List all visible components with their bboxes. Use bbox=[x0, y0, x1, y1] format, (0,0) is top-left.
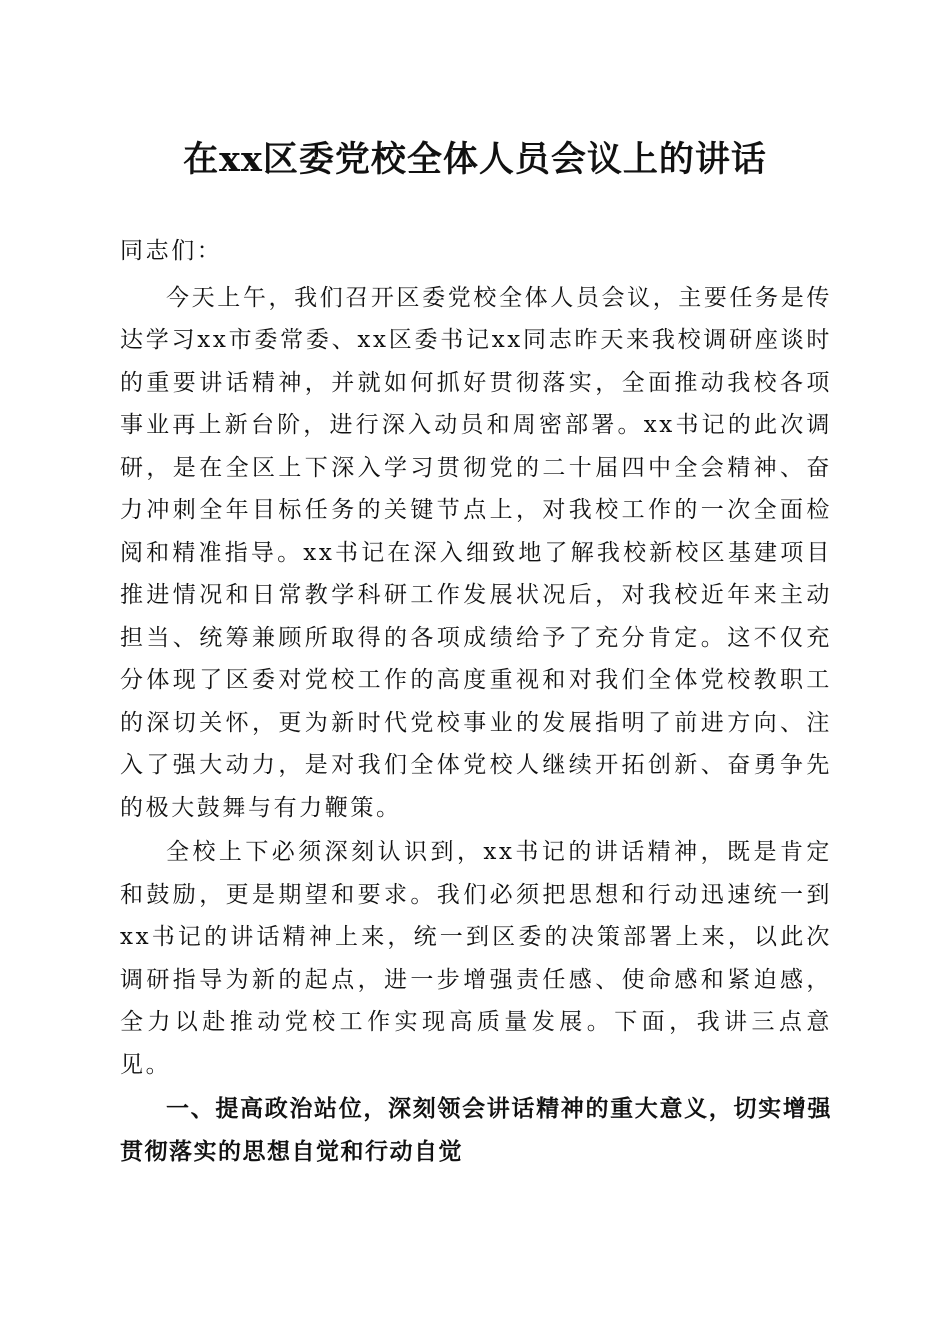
section-heading-1: 一、提高政治站位，深刻领会讲话精神的重大意义，切实增强贯彻落实的思想自觉和行动自觉 bbox=[120, 1096, 832, 1165]
document-body bbox=[120, 230, 832, 1173]
document-title: 在xx区委党校全体人员会议上的讲话 bbox=[183, 139, 767, 180]
body-paragraph-2: 全校上下必须深刻认识到，xx书记的讲话精神，既是肯定和鼓励，更是期望和要求。我们必须把思想和行动迅速统一到xx书记的讲话精神上来，统一到区委的决策部署上来，以此次调研指导为新的起点，进一步增强责任感、使命感和紧迫感，全力以赴推动党校工作实现高质量发展。下面，我讲三点意见。 bbox=[120, 839, 832, 1078]
body-paragraph-1: 今天上午，我们召开区委党校全体人员会议，主要任务是传达学习xx市委常委、xx区委书记xx同志昨天来我校调研座谈时的重要讲话精神，并就如何抓好贯彻落实，全面推动我校各项事业再上新台阶，进行深入动员和周密部署。xx书记的此次调研，是在全区上下深入学习贯彻党的二十届四中全会精神、奋力冲刺全年目标任务的关键节点上，对我校工作的一次全面检阅和精准指导。xx书记在深入细致地了解我校新校区基建项目推进情况和日常教学科研工作发展状况后，对我校近年来主动担当、统筹兼顾所取得的各项成绩给予了充分肯定。这不仅充分体现了区委对党校工作的高度重视和对我们全体党校教职工的深切关怀，更为新时代党校事业的发展指明了前进方向、注入了强大动力，是对我们全体党校人继续开拓创新、奋勇争先的极大鼓舞与有力鞭策。 bbox=[120, 284, 832, 821]
salutation: 同志们： bbox=[120, 238, 223, 264]
